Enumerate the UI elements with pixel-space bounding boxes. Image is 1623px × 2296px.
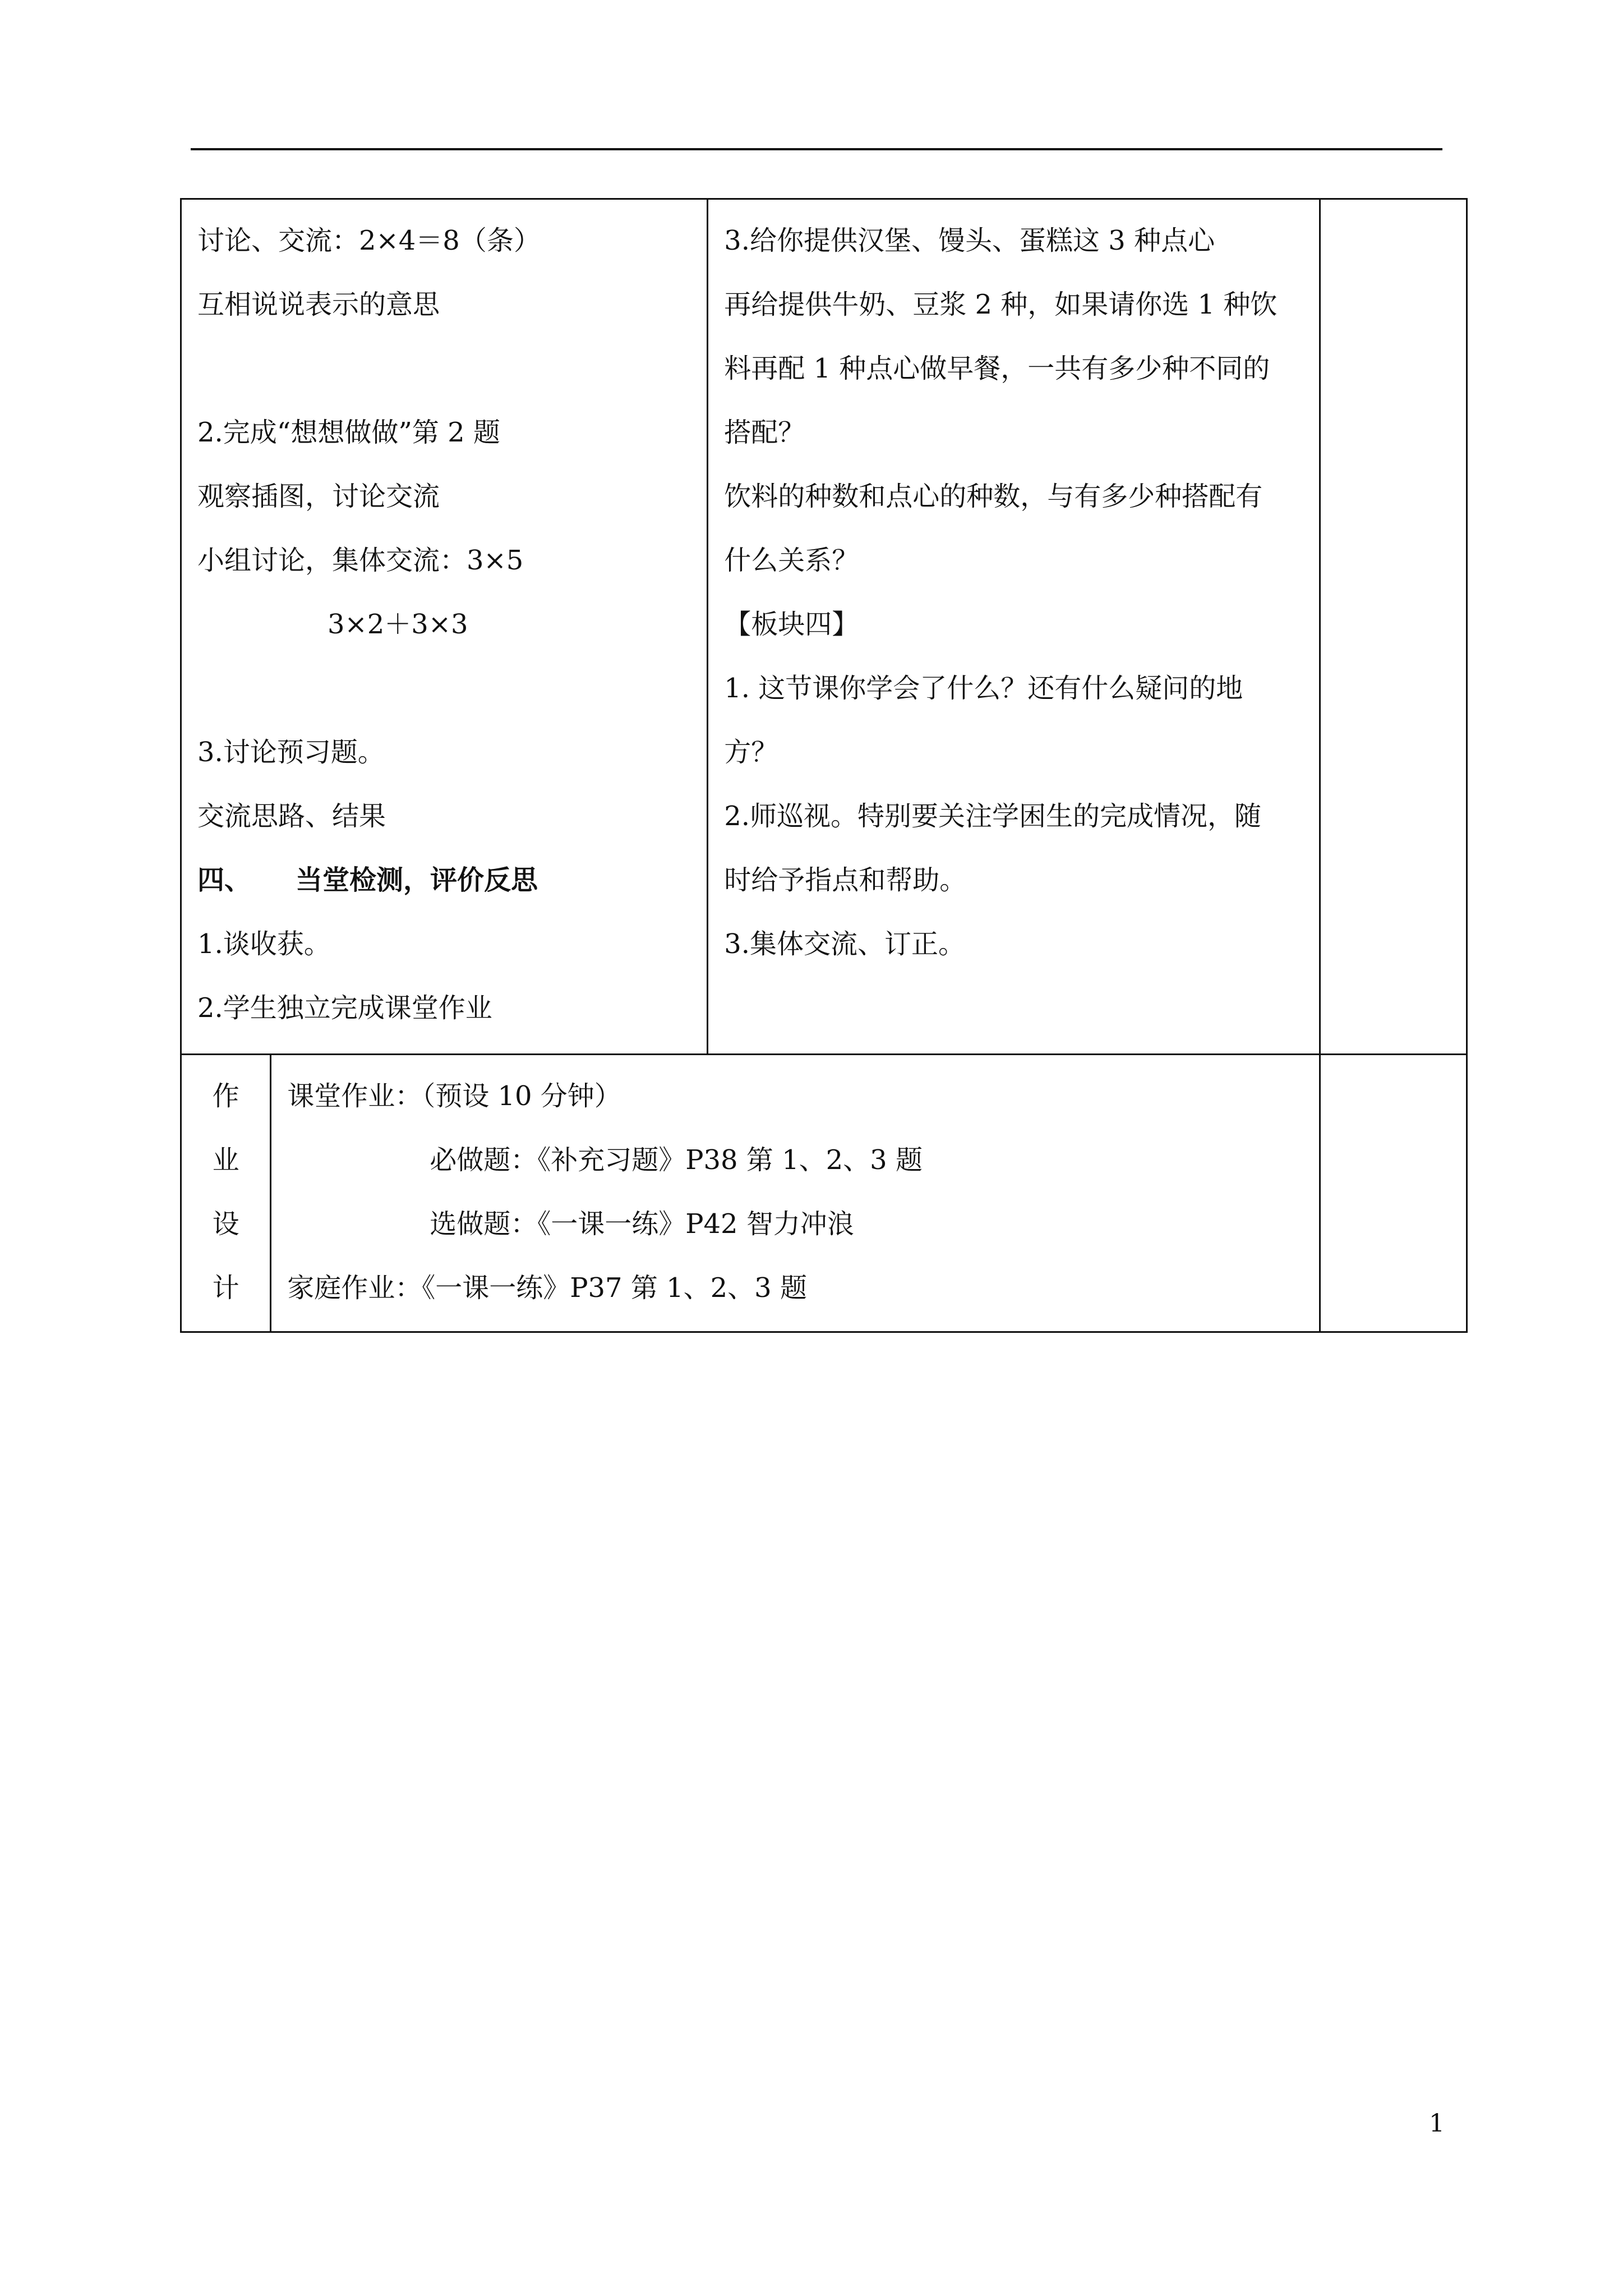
header-rule [191, 148, 1442, 150]
homework-label-char: 计 [212, 1272, 239, 1304]
middle-line: 什么关系？ [724, 545, 859, 576]
homework-label-char: 作 [212, 1080, 239, 1112]
left-line: 1.谈收获。 [197, 928, 331, 960]
left-line: 讨论、交流：2×4＝8（条） [197, 225, 541, 256]
block-heading: 【板块四】 [724, 609, 859, 640]
homework-label-char: 设 [212, 1208, 239, 1240]
formula-line: 3×2＋3×3 [328, 609, 468, 640]
page-number: 1 [1429, 2109, 1445, 2138]
middle-line: 再给提供牛奶、豆浆 2 种，如果请你选 1 种饮 [724, 289, 1278, 320]
middle-line: 时给予指点和帮助。 [724, 864, 967, 896]
middle-line: 料再配 1 种点心做早餐，一共有多少种不同的 [724, 353, 1270, 384]
middle-line: 3.集体交流、订正。 [724, 928, 966, 960]
middle-line: 3.给你提供汉堡、馒头、蛋糕这 3 种点心 [724, 225, 1215, 256]
section-heading [197, 848, 692, 912]
left-line: 3.讨论预习题。 [197, 737, 385, 768]
left-line: 2.学生独立完成课堂作业 [197, 992, 492, 1024]
student-activity-cell [181, 199, 708, 1055]
section-number: 四、 [197, 864, 252, 896]
notes-cell [1320, 199, 1467, 1055]
lesson-plan-table [180, 198, 1468, 1333]
blank-line [197, 656, 692, 720]
homework-row [181, 1055, 1467, 1332]
left-line: 2.完成“想想做做”第 2 题 [197, 417, 500, 448]
homework-label-char: 业 [212, 1144, 239, 1176]
homework-label-cell [181, 1055, 271, 1332]
middle-line: 搭配？ [724, 417, 805, 448]
left-line: 交流思路、结果 [197, 800, 386, 832]
blank-line [197, 337, 692, 401]
middle-line: 方？ [724, 737, 778, 768]
homework-line: 必做题：《补充习题》P38 第 1、2、3 题 [430, 1144, 923, 1176]
activity-row [181, 199, 1467, 1055]
left-line: 小组讨论，集体交流：3×5 [197, 545, 524, 576]
homework-content-cell [271, 1055, 1320, 1332]
middle-line: 2.师巡视。特别要关注学困生的完成情况，随 [724, 800, 1262, 832]
section-title: 当堂检测，评价反思 [296, 864, 538, 896]
homework-line: 课堂作业：（预设 10 分钟） [287, 1080, 621, 1112]
teacher-guidance-cell [708, 199, 1320, 1055]
homework-notes-cell [1320, 1055, 1467, 1332]
middle-line: 1. 这节课你学会了什么？还有什么疑问的地 [724, 673, 1243, 704]
middle-line: 饮料的种数和点心的种数，与有多少种搭配有 [724, 481, 1263, 512]
homework-line: 选做题：《一课一练》P42 智力冲浪 [430, 1208, 854, 1240]
left-line: 互相说说表示的意思 [197, 289, 440, 320]
left-line: 观察插图，讨论交流 [197, 481, 440, 512]
homework-line: 家庭作业：《一课一练》P37 第 1、2、3 题 [287, 1272, 807, 1304]
